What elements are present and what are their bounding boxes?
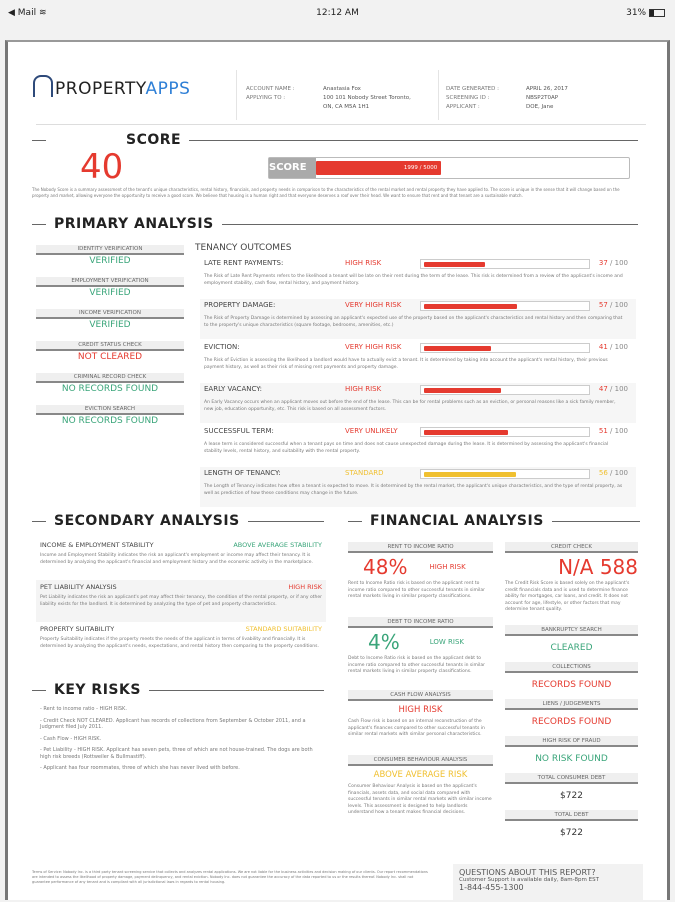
outcome-description: The Risk of Property Damage is determined by assessing an applicant's expected use of the property based on the applicant's characteristics and rental history and then comparing that to the property's unique characteristics (square footage, bedrooms, amenities, etc.) bbox=[204, 316, 623, 328]
financial-right: CREDIT CHECK N/A 588 The Credit Risk Score is based solely on the applicant's credit financials data and is used to determine finance ability for mortgages, car loans, and credit. It does not account for age, lifestyle, or other factors that may determine tenant quality. BANKRUPTCY SEARCH CLEARED COLLECTIONS RECORDS FOUND LIENS / JUDGEMENTS RECORDS FOUND HIGH RISK OF FRAUD NO RISK FOUND TOTAL CONSUMER DEBT $722 TOTAL DEBT $722 bbox=[505, 542, 638, 847]
outcome-score: 37 / 100 bbox=[598, 259, 628, 267]
key-risk-item: - Pet Liability - HIGH RISK. Applicant has seven pets, three of which are not house-trained. The dogs are both high risk breeds (Rottweiler & Bullmastiff). bbox=[40, 747, 313, 760]
logo-house-icon bbox=[33, 75, 53, 97]
outcome-score: 41 / 100 bbox=[598, 343, 628, 351]
secondary-title: PET LIABILITY ANALYSIS bbox=[40, 583, 117, 591]
outcome-bar-fill bbox=[424, 262, 485, 267]
key-risks-heading: KEY RISKS bbox=[32, 682, 324, 698]
outcome-bar bbox=[420, 385, 590, 395]
tenancy-outcome-row bbox=[200, 467, 636, 507]
verification-status: VERIFIED bbox=[89, 288, 131, 298]
outcome-risk-level: HIGH RISK bbox=[345, 259, 382, 267]
score-bar-fill: 1999 / 5000 bbox=[316, 161, 441, 175]
outcome-score: 57 / 100 bbox=[598, 301, 628, 309]
tenancy-outcomes-heading: TENANCY OUTCOMES bbox=[195, 243, 292, 253]
outcome-title: PROPERTY DAMAGE: bbox=[204, 301, 276, 309]
app-name: Mail bbox=[17, 8, 37, 18]
outcome-bar bbox=[420, 469, 590, 479]
financial-check-label: HIGH RISK OF FRAUD bbox=[505, 736, 638, 747]
outcome-bar-fill bbox=[424, 388, 501, 393]
cash-flow-label: CASH FLOW ANALYSIS bbox=[348, 690, 493, 701]
outcome-score: 47 / 100 bbox=[598, 385, 628, 393]
financial-check-value: NO RISK FOUND bbox=[535, 754, 608, 764]
secondary-title: INCOME & EMPLOYMENT STABILITY bbox=[40, 541, 154, 549]
outcome-title: LENGTH OF TENANCY: bbox=[204, 469, 281, 477]
verification-status: VERIFIED bbox=[89, 320, 131, 330]
questions-box: QUESTIONS ABOUT THIS REPORT? Customer Support is available daily, 8am-8pm EST 1-844-455-1300 bbox=[453, 864, 643, 902]
financial-analysis-heading: FINANCIAL ANALYSIS bbox=[348, 513, 640, 529]
outcome-bar bbox=[420, 301, 590, 311]
secondary-item bbox=[36, 580, 326, 622]
score-bar: SCORE 1999 / 5000 bbox=[268, 157, 630, 179]
outcome-bar-fill bbox=[424, 346, 491, 351]
debt-income-value: 4% bbox=[368, 630, 400, 654]
financial-check-label: BANKRUPTCY SEARCH bbox=[505, 625, 638, 636]
rent-income-label: RENT TO INCOME RATIO bbox=[348, 542, 493, 553]
key-risks-list bbox=[40, 706, 320, 777]
verification-status: NO RECORDS FOUND bbox=[61, 384, 159, 394]
status-bar bbox=[0, 0, 675, 30]
tenancy-outcome-row bbox=[200, 341, 636, 381]
account-values: Anastasia Fox 100 101 Nobody Street Toronto, ON, CA M5A 1H1 bbox=[323, 86, 411, 110]
financial-check-value: RECORDS FOUND bbox=[531, 717, 612, 727]
outcome-description: The Length of Tenancy indicates how often a tenant is expected to move. It is determined by the rental market, the applicant's unique characteristics, and the type of rental property, as well as prediction of how these conditions may change in the future. bbox=[204, 484, 623, 496]
secondary-level: HIGH RISK bbox=[288, 583, 322, 591]
consumer-value: ABOVE AVERAGE RISK bbox=[373, 770, 468, 780]
back-to-mail[interactable]: ◀ Mail ≋ bbox=[8, 8, 47, 18]
account-labels: ACCOUNT NAME : APPLYING TO : bbox=[246, 86, 295, 101]
report-document[interactable] bbox=[5, 40, 670, 900]
financial-check-label: TOTAL CONSUMER DEBT bbox=[505, 773, 638, 784]
outcome-bar bbox=[420, 259, 590, 269]
outcome-risk-level: HIGH RISK bbox=[345, 385, 382, 393]
secondary-description: Property Suitability indicates if the property meets the needs of the applicant in terms of livability and financially. It is determined by analyzing the applicant's needs, expectations, and rental history then comparing to the property conditions. bbox=[40, 637, 319, 649]
outcome-risk-level: VERY HIGH RISK bbox=[345, 343, 402, 351]
support-phone[interactable]: 1-844-455-1300 bbox=[459, 883, 524, 892]
financial-check-label: COLLECTIONS bbox=[505, 662, 638, 673]
financial-check-value: CLEARED bbox=[550, 643, 593, 653]
key-risk-item: - Applicant has four roommates, three of which she has never lived with before. bbox=[40, 765, 240, 771]
tenancy-outcome-row bbox=[200, 299, 636, 339]
secondary-description: Income and Employment Stability indicates the risk an applicant's employment or income may affect their tenancy. It is determined by analyzing the applicant's financial and employment history and the economic activity in the marketplace. bbox=[40, 553, 313, 565]
tenancy-outcome-row bbox=[200, 425, 636, 465]
verification-label: IDENTITY VERIFICATION bbox=[36, 245, 184, 255]
key-risk-item: - Credit Check NOT CLEARED. Applicant has records of collections from September & October 2011, and a Judgment filed July 2011. bbox=[40, 717, 306, 730]
outcome-score: 56 / 100 bbox=[598, 469, 628, 477]
secondary-description: Pet Liability indicates the risk an applicant's pet may affect their tenancy, the condition of the rental property, or if any other liability exists for the landlord. It is determined by analyzing the type of pet and property characteristics. bbox=[40, 595, 322, 607]
verification-label: INCOME VERIFICATION bbox=[36, 309, 184, 319]
score-heading: SCORE bbox=[32, 132, 638, 148]
verification-status: NO RECORDS FOUND bbox=[61, 416, 159, 426]
financial-check-value: RECORDS FOUND bbox=[531, 680, 612, 690]
battery bbox=[626, 8, 665, 18]
verification-label: CRIMINAL RECORD CHECK bbox=[36, 373, 184, 383]
key-risk-item: - Cash Flow - HIGH RISK. bbox=[40, 735, 102, 742]
terms-of-service: Terms of Service: Nobody Inc. is a third party tenant screening service that collects and analyzes rental applications. We are not liable for the business activities and decision making of our clients. Our report recommendations are intended to assess the likelihood of property damage, payment delinquency, and rental eviction. Nobody Inc. does not guarantee the accuracy of the data reported to us or the results thereof. Nobody Inc. shall not guarantee performance of any tenant and is compliant with all jurisdictional laws in regards to rental housing. bbox=[32, 870, 428, 884]
battery-icon bbox=[649, 9, 665, 17]
outcome-bar-fill bbox=[424, 304, 517, 309]
outcome-description: An Early Vacancy occurs when an applicant moves out before the end of the lease. This can be for rental problems such as an eviction, or personal reasons like a sick family member, new job, education opportunity, etc. This risk is based on all assessment factors. bbox=[204, 400, 616, 412]
clock: 12:12 AM bbox=[316, 8, 359, 18]
outcome-description: A lease term is considered successful when a tenant pays on time and does not cause unexpected damage during the lease. It is determined by assessing the applicant's financial stability levels, rental history, and suitability with the rental property. bbox=[204, 442, 609, 454]
outcome-risk-level: VERY HIGH RISK bbox=[345, 301, 402, 309]
outcome-bar bbox=[420, 343, 590, 353]
verification-status: VERIFIED bbox=[89, 256, 131, 266]
debt-income-label: DEBT TO INCOME RATIO bbox=[348, 617, 493, 628]
financial-check-value: $722 bbox=[560, 791, 583, 801]
verification-label: EVICTION SEARCH bbox=[36, 405, 184, 415]
secondary-item bbox=[36, 538, 326, 580]
outcome-title: LATE RENT PAYMENTS: bbox=[204, 259, 284, 267]
outcome-description: The Risk of Late Rent Payments refers to the likelihood a tenant will be late on their rent during the term of the lease. This risk is determined from a review of the applicant's income and employment stability, cash flow, rental history, and payment history. bbox=[204, 274, 623, 286]
secondary-analysis-heading: SECONDARY ANALYSIS bbox=[32, 513, 324, 529]
outcome-score: 51 / 100 bbox=[598, 427, 628, 435]
secondary-level: ABOVE AVERAGE STABILITY bbox=[233, 541, 322, 549]
outcome-title: EVICTION: bbox=[204, 343, 240, 351]
secondary-item bbox=[36, 622, 326, 664]
verification-label: CREDIT STATUS CHECK bbox=[36, 341, 184, 351]
outcome-title: SUCCESSFUL TERM: bbox=[204, 427, 274, 435]
outcome-risk-level: VERY UNLIKELY bbox=[345, 427, 398, 435]
outcome-bar-fill bbox=[424, 430, 508, 435]
logo: PROPERTYAPPS bbox=[33, 75, 190, 99]
outcome-bar bbox=[420, 427, 590, 437]
financial-check-label: LIENS / JUDGEMENTS bbox=[505, 699, 638, 710]
debt-income-level: LOW RISK bbox=[429, 638, 465, 646]
verification-label: EMPLOYMENT VERIFICATION bbox=[36, 277, 184, 287]
rent-income-level: HIGH RISK bbox=[429, 563, 466, 571]
financial-left: RENT TO INCOME RATIO 48% HIGH RISK Rent to Income Ratio risk is based on the applicant rent to income ratio compared to other successful tenants in similar rental markets living in similar property classifications. DEBT TO INCOME RATIO 4% LOW RISK Debt to Income Ratio risk is based on the applicant debt to income ratio compared to other successful tenants in similar rental markets living in similar property classifications. CASH FLOW ANALYSIS HIGH RISK Cash Flow risk is based on an internal reconstruction of the applicant's finances compared to other successful tenants in similar rental markets with similar personal characteristics. CONSUMER BEHAVIOUR ANALYSIS ABOVE AVERAGE RISK Consumer Behaviour Analysis is based on the applicant's financials, assets data, and social data compared with successful tenants in similar rental markets with similar income levels. This assessment is designed to help landlords understand how a tenant makes financial decisions. bbox=[348, 544, 492, 815]
tenancy-outcome-row bbox=[200, 257, 636, 297]
verification-status: NOT CLEARED bbox=[77, 352, 143, 362]
outcome-description: The Risk of Eviction is assessing the likelihood a landlord would have to actually evict a tenant. It is determined by taking into account the applicant's rental history, their previous payment history, as well as their risk of missing rent payments and property damage. bbox=[204, 358, 608, 370]
score-value: 40 bbox=[80, 147, 124, 187]
cash-flow-value: HIGH RISK bbox=[398, 705, 443, 715]
primary-analysis-heading: PRIMARY ANALYSIS bbox=[32, 216, 638, 232]
report-labels: DATE GENERATED : SCREENING ID : APPLICANT : bbox=[446, 86, 499, 110]
financial-check-label: TOTAL DEBT bbox=[505, 810, 638, 821]
battery-percent: 31% bbox=[626, 8, 647, 18]
outcome-title: EARLY VACANCY: bbox=[204, 385, 262, 393]
credit-check-label: CREDIT CHECK bbox=[505, 542, 638, 553]
financial-check-value: $722 bbox=[560, 828, 583, 838]
verification-list bbox=[36, 245, 184, 437]
secondary-title: PROPERTY SUITABILITY bbox=[40, 625, 115, 633]
tenancy-outcome-row bbox=[200, 383, 636, 423]
secondary-level: STANDARD SUITABILITY bbox=[245, 625, 322, 633]
rent-income-value: 48% bbox=[363, 555, 408, 579]
credit-check-value: N/A 588 bbox=[558, 555, 638, 579]
key-risk-item: - Rent to income ratio - HIGH RISK. bbox=[40, 706, 127, 712]
score-description: The Nobody Score is a summary assessment of the tenant's unique characteristics, rental history, financials, and property needs in comparison to the characteristics of the rental market and rental property they have applied to. The score is unique in the sense that it will change based on the property and market, allowing everyone the opportunity to receive a good score. We believe that housing is a human right and that everyone deserves a roof over their head. We want to ensure that rent and that tenant are a sustainable match. bbox=[32, 187, 620, 198]
wifi-icon: ≋ bbox=[38, 8, 47, 18]
outcome-risk-level: STANDARD bbox=[345, 469, 384, 477]
consumer-label: CONSUMER BEHAVIOUR ANALYSIS bbox=[348, 755, 493, 766]
outcome-bar-fill bbox=[424, 472, 516, 477]
secondary-list bbox=[36, 538, 326, 664]
report-values: APRIL 26, 2017 NBSP2T0AP DOE, Jane bbox=[526, 86, 568, 110]
